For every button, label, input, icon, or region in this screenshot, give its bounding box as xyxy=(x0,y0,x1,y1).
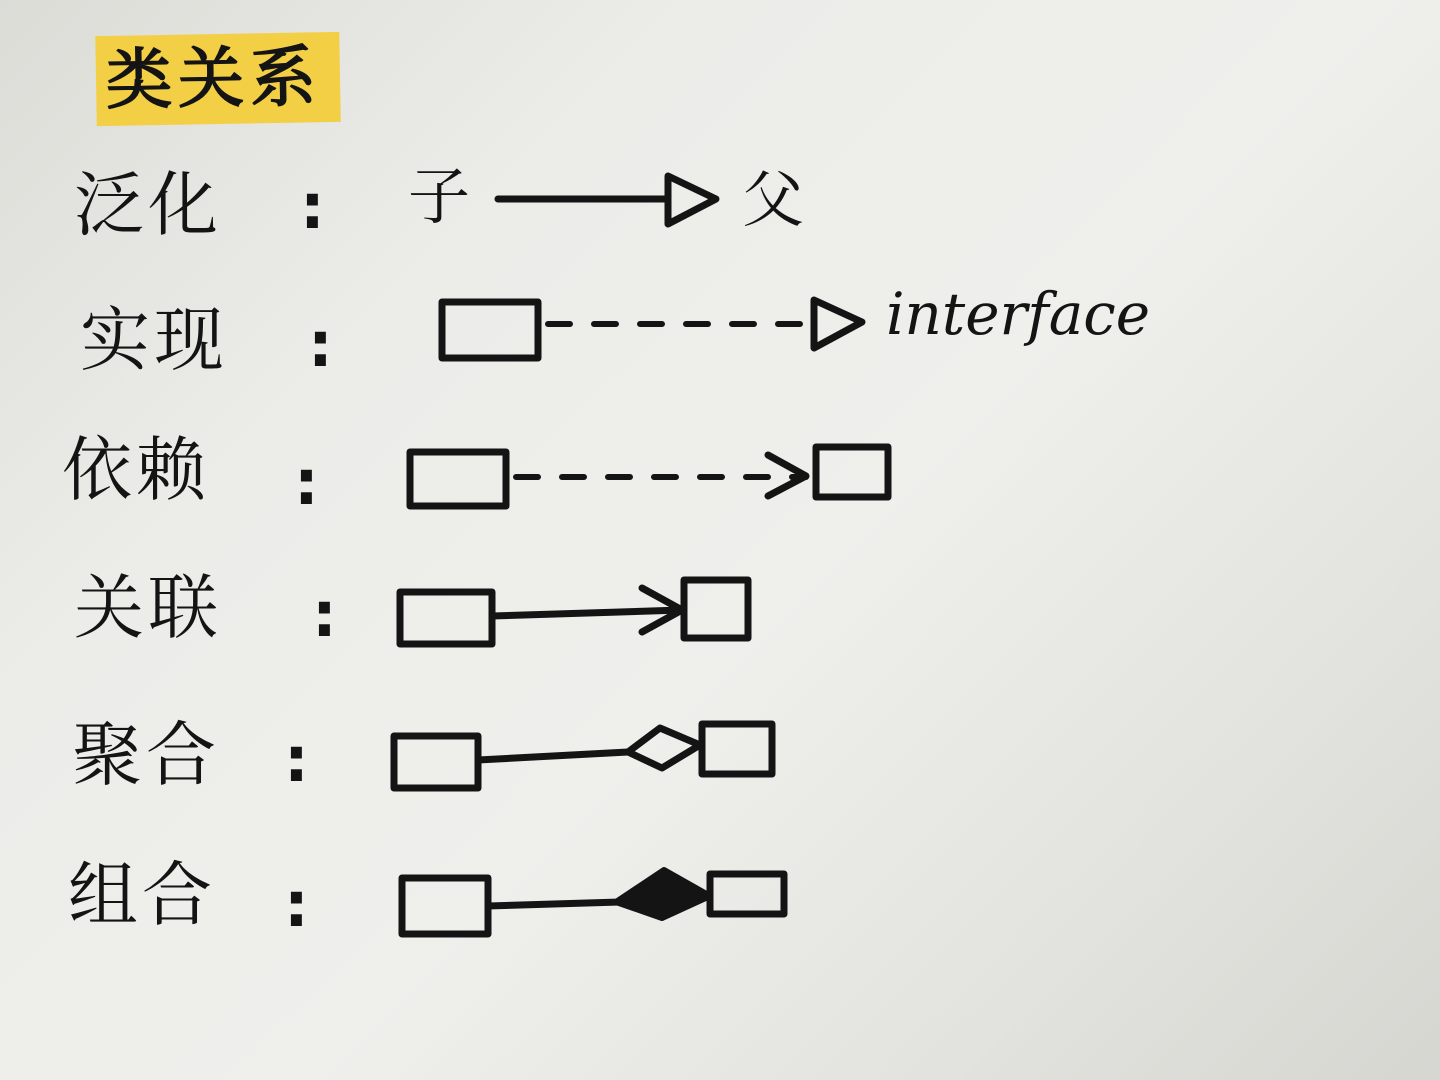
colon-composition: : xyxy=(284,868,309,941)
label-generalization: 泛化 xyxy=(74,164,222,246)
association-source-box xyxy=(400,592,492,644)
association-symbol xyxy=(400,580,748,644)
colon-generalization: : xyxy=(300,170,325,243)
dependency-symbol xyxy=(410,447,888,506)
composition-filled-diamond xyxy=(616,870,710,918)
parent-class-text: 父 xyxy=(742,163,805,236)
dependency-open-arrow xyxy=(768,455,806,496)
realization-hollow-triangle xyxy=(814,300,862,348)
generalization-symbol xyxy=(498,176,716,224)
aggregation-hollow-diamond xyxy=(628,728,700,768)
composition-target-box xyxy=(710,874,784,914)
label-realization: 实现 xyxy=(80,299,228,381)
realization-class-box xyxy=(442,302,538,358)
aggregation-source-box xyxy=(394,736,478,788)
colon-aggregation: : xyxy=(284,723,309,796)
page-title: 类关系 xyxy=(95,32,341,126)
aggregation-symbol xyxy=(394,724,772,788)
composition-line xyxy=(488,902,620,906)
dependency-target-box xyxy=(816,447,888,497)
realization-symbol xyxy=(442,300,862,358)
aggregation-target-box xyxy=(702,724,772,774)
composition-source-box xyxy=(402,878,488,934)
label-dependency: 依赖 xyxy=(62,429,210,511)
label-composition: 组合 xyxy=(68,854,216,936)
child-class-text: 子 xyxy=(408,160,471,233)
interface-text: interface xyxy=(886,280,1151,348)
label-aggregation: 聚合 xyxy=(72,714,220,796)
dependency-source-box xyxy=(410,452,506,506)
label-association: 关联 xyxy=(74,567,222,649)
generalization-hollow-triangle xyxy=(668,176,716,224)
colon-realization: : xyxy=(308,308,333,381)
association-target-box xyxy=(684,580,748,638)
aggregation-line xyxy=(478,752,628,760)
colon-dependency: : xyxy=(294,446,319,519)
association-line xyxy=(492,610,682,616)
composition-symbol xyxy=(402,870,784,934)
colon-association: : xyxy=(312,578,337,651)
